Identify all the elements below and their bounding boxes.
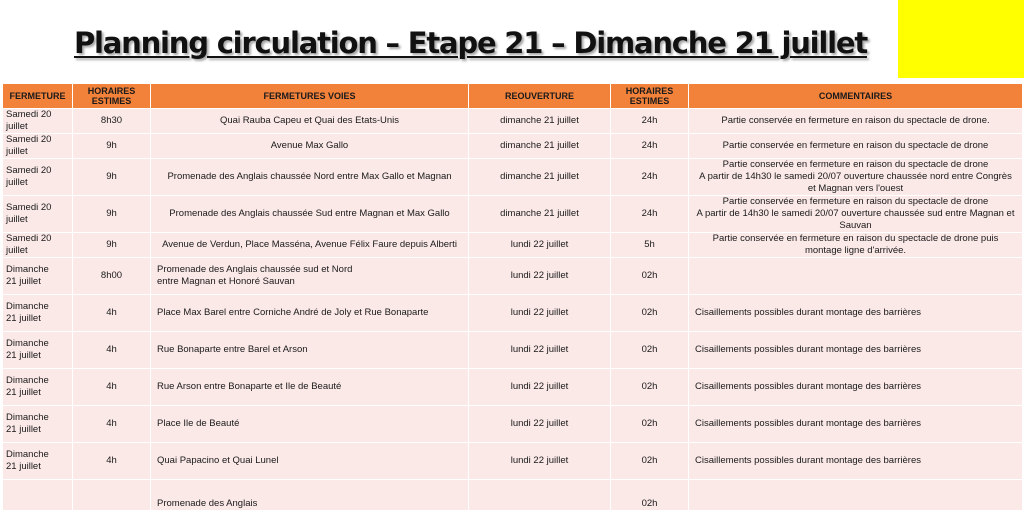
cell-reouverture: dimanche 21 juillet	[469, 134, 611, 159]
cell-reouverture: lundi 22 juillet	[469, 233, 611, 258]
table-row	[3, 233, 1023, 258]
cell-horaire-reouverture: 24h	[611, 196, 689, 233]
cell-commentaire: Partie conservée en fermeture en raison du spectacle de drone A partir de 14h30 le samedi 20/07 ouverture chaussée sud entre Magnan et Sauvan	[689, 196, 1023, 233]
cell-horaire-fermeture: 4h	[73, 332, 151, 369]
header-fermetures-voies: FERMETURES VOIES	[151, 84, 469, 109]
cell-commentaire: Partie conservée en fermeture en raison du spectacle de drone	[689, 134, 1023, 159]
cell-horaire-fermeture: 4h	[73, 443, 151, 480]
header-horaires-estimes-reouverture: HORAIRES ESTIMES	[611, 84, 689, 109]
cell-commentaire: Partie conservée en fermeture en raison du spectacle de drone.	[689, 109, 1023, 134]
cell-horaire-reouverture: 02h	[611, 369, 689, 406]
cell-fermeture-date: Dimanche 21 juillet	[3, 332, 73, 369]
table-row	[3, 258, 1023, 295]
cell-horaire-reouverture: 02h	[611, 295, 689, 332]
cell-commentaire	[689, 258, 1023, 295]
cell-horaire-fermeture: 9h	[73, 233, 151, 258]
yellow-corner-block	[898, 0, 1024, 78]
cell-fermeture-voie: Promenade des Anglais	[151, 480, 469, 511]
cell-horaire-fermeture: 9h	[73, 196, 151, 233]
cell-commentaire: Partie conservée en fermeture en raison du spectacle de drone puis montage ligne d'arrivée.	[689, 233, 1023, 258]
cell-reouverture: lundi 22 juillet	[469, 295, 611, 332]
cell-horaire-reouverture: 24h	[611, 109, 689, 134]
header-commentaires: COMMENTAIRES	[689, 84, 1023, 109]
cell-horaire-reouverture: 02h	[611, 332, 689, 369]
cell-fermeture-voie: Avenue Max Gallo	[151, 134, 469, 159]
cell-fermeture-voie: Promenade des Anglais chaussée Sud entre Magnan et Max Gallo	[151, 196, 469, 233]
cell-fermeture-voie: Place Ile de Beauté	[151, 406, 469, 443]
closures-table	[2, 83, 1023, 511]
cell-reouverture: lundi 22 juillet	[469, 369, 611, 406]
cell-reouverture: dimanche 21 juillet	[469, 109, 611, 134]
cell-horaire-fermeture: 8h00	[73, 258, 151, 295]
cell-fermeture-voie: Rue Bonaparte entre Barel et Arson	[151, 332, 469, 369]
table-row	[3, 369, 1023, 406]
cell-fermeture-date: Samedi 20 juillet	[3, 134, 73, 159]
cell-commentaire	[689, 480, 1023, 511]
table-row	[3, 443, 1023, 480]
cell-horaire-fermeture: 4h	[73, 406, 151, 443]
cell-fermeture-date: Dimanche 21 juillet	[3, 295, 73, 332]
cell-fermeture-date: Dimanche 21 juillet	[3, 258, 73, 295]
table-row	[3, 159, 1023, 196]
header-horaires-estimes: HORAIRES ESTIMES	[73, 84, 151, 109]
cell-horaire-fermeture: 4h	[73, 369, 151, 406]
cell-horaire-fermeture: 4h	[73, 295, 151, 332]
cell-horaire-fermeture: 9h	[73, 134, 151, 159]
table-row	[3, 109, 1023, 134]
table-row	[3, 295, 1023, 332]
cell-commentaire: Partie conservée en fermeture en raison du spectacle de drone A partir de 14h30 le samedi 20/07 ouverture chaussée nord entre Congrès et Magnan vers l'ouest	[689, 159, 1023, 196]
cell-fermeture-voie: Rue Arson entre Bonaparte et Ile de Beauté	[151, 369, 469, 406]
table-row	[3, 134, 1023, 159]
header-fermeture: FERMETURE	[3, 84, 73, 109]
table-row	[3, 332, 1023, 369]
cell-fermeture-date: Samedi 20 juillet	[3, 109, 73, 134]
header-reouverture: REOUVERTURE	[469, 84, 611, 109]
cell-reouverture: dimanche 21 juillet	[469, 159, 611, 196]
cell-horaire-fermeture: 9h	[73, 159, 151, 196]
cell-horaire-reouverture: 02h	[611, 443, 689, 480]
cell-commentaire: Cisaillements possibles durant montage des barrières	[689, 406, 1023, 443]
cell-reouverture	[469, 480, 611, 511]
cell-fermeture-voie: Place Max Barel entre Corniche André de Joly et Rue Bonaparte	[151, 295, 469, 332]
cell-fermeture-date: Samedi 20 juillet	[3, 159, 73, 196]
cell-reouverture: dimanche 21 juillet	[469, 196, 611, 233]
cell-horaire-reouverture: 24h	[611, 134, 689, 159]
cell-fermeture-voie: Avenue de Verdun, Place Masséna, Avenue Félix Faure depuis Alberti	[151, 233, 469, 258]
cell-fermeture-voie: Promenade des Anglais chaussée sud et Nord entre Magnan et Honoré Sauvan	[151, 258, 469, 295]
cell-horaire-fermeture	[73, 480, 151, 511]
cell-horaire-reouverture: 02h	[611, 406, 689, 443]
cell-fermeture-date: Dimanche 21 juillet	[3, 369, 73, 406]
cell-fermeture-date: Dimanche 21 juillet	[3, 443, 73, 480]
cell-fermeture-voie: Promenade des Anglais chaussée Nord entre Max Gallo et Magnan	[151, 159, 469, 196]
cell-fermeture-date: Dimanche 21 juillet	[3, 406, 73, 443]
cell-horaire-reouverture: 02h	[611, 258, 689, 295]
cell-commentaire: Cisaillements possibles durant montage des barrières	[689, 443, 1023, 480]
cell-horaire-fermeture: 8h30	[73, 109, 151, 134]
cell-fermeture-date	[3, 480, 73, 511]
cell-fermeture-date: Samedi 20 juillet	[3, 233, 73, 258]
cell-reouverture: lundi 22 juillet	[469, 443, 611, 480]
page-title: Planning circulation – Etape 21 – Dimanche 21 juillet	[74, 26, 867, 60]
cell-reouverture: lundi 22 juillet	[469, 258, 611, 295]
cell-reouverture: lundi 22 juillet	[469, 406, 611, 443]
table-row	[3, 196, 1023, 233]
cell-commentaire: Cisaillements possibles durant montage des barrières	[689, 332, 1023, 369]
cell-horaire-reouverture: 24h	[611, 159, 689, 196]
cell-horaire-reouverture: 5h	[611, 233, 689, 258]
cell-commentaire: Cisaillements possibles durant montage des barrières	[689, 369, 1023, 406]
cell-fermeture-voie: Quai Papacino et Quai Lunel	[151, 443, 469, 480]
cell-fermeture-date: Samedi 20 juillet	[3, 196, 73, 233]
table-header-row	[3, 84, 1023, 109]
cell-horaire-reouverture: 02h	[611, 480, 689, 511]
cell-commentaire: Cisaillements possibles durant montage des barrières	[689, 295, 1023, 332]
table-row	[3, 480, 1023, 511]
cell-fermeture-voie: Quai Rauba Capeu et Quai des Etats-Unis	[151, 109, 469, 134]
cell-reouverture: lundi 22 juillet	[469, 332, 611, 369]
table-row	[3, 406, 1023, 443]
